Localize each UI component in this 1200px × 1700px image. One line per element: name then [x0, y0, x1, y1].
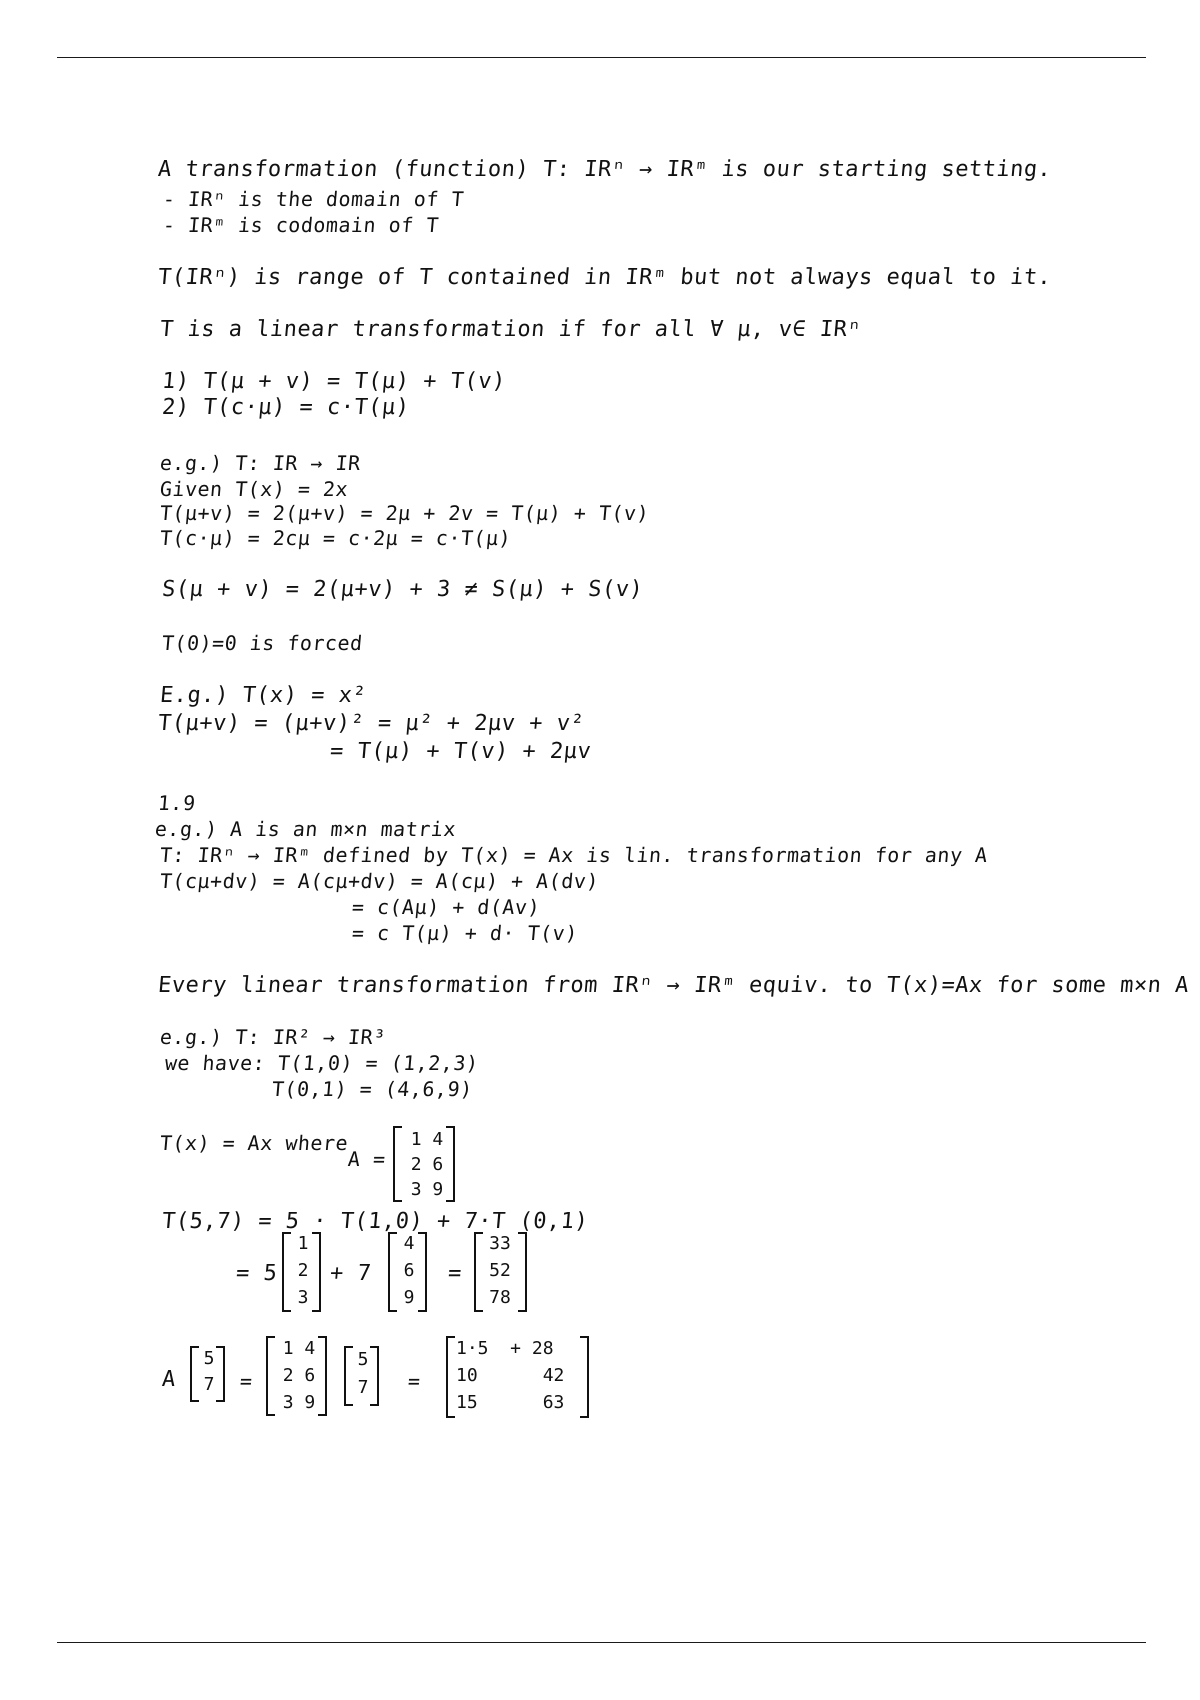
vec57b-row-2: 7 [357, 1377, 369, 1398]
matrix-a2-row-1: 1 4 [282, 1338, 316, 1359]
vec57-row-1: 5 [203, 1348, 215, 1369]
vec-result-row-1: 33 [489, 1233, 511, 1254]
note-line-eg3-step2: = c(Aμ) + d(Av) [350, 895, 542, 919]
note-line-s-counter: S(μ + v) = 2(μ+v) + 3 ≠ S(μ) + S(v) [160, 577, 645, 602]
product-row-2: 10 42 [456, 1365, 565, 1386]
note-line-eg1-title: e.g.) T: IR → IR [158, 451, 362, 475]
note-line-definition: A transformation (function) T: IRⁿ → IRᵐ is our starting setting. [156, 157, 1053, 182]
vec57b-right-bracket [370, 1346, 379, 1406]
note-equals-3: = [406, 1369, 422, 1393]
note-line-eg4-t10: we have: T(1,0) = (1,2,3) [163, 1051, 480, 1075]
note-line-eg2-title: E.g.) T(x) = x² [158, 683, 368, 708]
matrix-a2-row-3: 3 9 [282, 1392, 316, 1413]
matrix-a-row-1: 1 4 [410, 1129, 444, 1150]
note-line-a-equals: A = [346, 1147, 387, 1171]
note-equals-2: = [238, 1369, 254, 1393]
matrix-a2-right-bracket [318, 1336, 327, 1416]
note-equals-1: = [446, 1261, 463, 1286]
product-left-bracket [446, 1336, 455, 1418]
vec1-right-bracket [312, 1232, 321, 1312]
note-line-eg1-scale: T(c·μ) = 2cμ = c·2μ = c·T(μ) [158, 526, 513, 550]
matrix-a-row-2: 2 6 [410, 1154, 444, 1175]
note-line-eg1-add: T(μ+v) = 2(μ+v) = 2μ + 2v = T(μ) + T(v) [158, 501, 651, 525]
matrix-a-right-bracket [446, 1126, 455, 1202]
note-eq-5: = 5 [234, 1261, 279, 1286]
note-line-eg4-t01: T(0,1) = (4,6,9) [270, 1077, 474, 1101]
vec2-row-3: 9 [403, 1287, 415, 1308]
note-line-homogeneity: 2) T(c·μ) = c·T(μ) [160, 395, 411, 420]
vec1-row-1: 1 [297, 1233, 309, 1254]
matrix-a-row-3: 3 9 [410, 1179, 444, 1200]
vec2-row-2: 6 [403, 1260, 415, 1281]
note-line-range: T(IRⁿ) is range of T contained in IRᵐ but not always equal to it. [156, 265, 1053, 290]
note-line-zero-forced: T(0)=0 is forced [160, 631, 364, 655]
note-line-domain: - IRⁿ is the domain of T [161, 187, 466, 211]
note-line-eg3-step1: T(cμ+dv) = A(cμ+dv) = A(cμ) + A(dv) [158, 869, 600, 893]
note-line-eg3-title: e.g.) A is an m×n matrix [153, 817, 458, 841]
product-row-1: 1·5 + 28 [456, 1338, 554, 1359]
note-line-linear-def: T is a linear transformation if for all ∀ μ, v∈ IRⁿ [158, 317, 863, 342]
note-line-codomain: - IRᵐ is codomain of T [161, 213, 440, 237]
vec-result-right-bracket [518, 1232, 527, 1312]
note-line-every-linear: Every linear transformation from IRⁿ → IRᵐ equiv. to T(x)=Ax for some m×n A [156, 973, 1191, 998]
vec57-right-bracket [216, 1346, 225, 1402]
matrix-a2-row-2: 2 6 [282, 1365, 316, 1386]
vec-result-row-3: 78 [489, 1287, 511, 1308]
note-line-additivity: 1) T(μ + v) = T(μ) + T(v) [160, 369, 507, 394]
vec2-right-bracket [418, 1232, 427, 1312]
note-line-eg2-expand: T(μ+v) = (μ+v)² = μ² + 2μv + v² [156, 711, 586, 736]
vec57-row-2: 7 [203, 1374, 215, 1395]
top-rule [57, 57, 1146, 58]
vec2-row-1: 4 [403, 1233, 415, 1254]
note-line-tx-ax: T(x) = Ax where [158, 1131, 350, 1155]
note-line-eg3-def: T: IRⁿ → IRᵐ defined by T(x) = Ax is lin. transformation for any A [158, 843, 989, 867]
vec-result-row-2: 52 [489, 1260, 511, 1281]
note-line-t57: T(5,7) = 5 · T(1,0) + 7·T (0,1) [160, 1209, 590, 1234]
note-line-eg2-result: = T(μ) + T(v) + 2μv [328, 739, 593, 764]
section-heading-1-9: 1.9 [156, 791, 197, 815]
note-a-label: A [160, 1367, 177, 1392]
vec1-row-2: 2 [297, 1260, 309, 1281]
note-line-eg1-given: Given T(x) = 2x [158, 477, 350, 501]
product-right-bracket [580, 1336, 589, 1418]
note-plus-7: + 7 [328, 1261, 373, 1286]
note-line-eg4-title: e.g.) T: IR² → IR³ [158, 1025, 387, 1049]
matrix-a-left-bracket [393, 1126, 402, 1202]
note-line-eg3-step3: = c T(μ) + d· T(v) [350, 921, 579, 945]
bottom-rule [57, 1642, 1146, 1643]
matrix-a2-left-bracket [266, 1336, 275, 1416]
vec57b-row-1: 5 [357, 1349, 369, 1370]
product-row-3: 15 63 [456, 1392, 565, 1413]
vec1-row-3: 3 [297, 1287, 309, 1308]
